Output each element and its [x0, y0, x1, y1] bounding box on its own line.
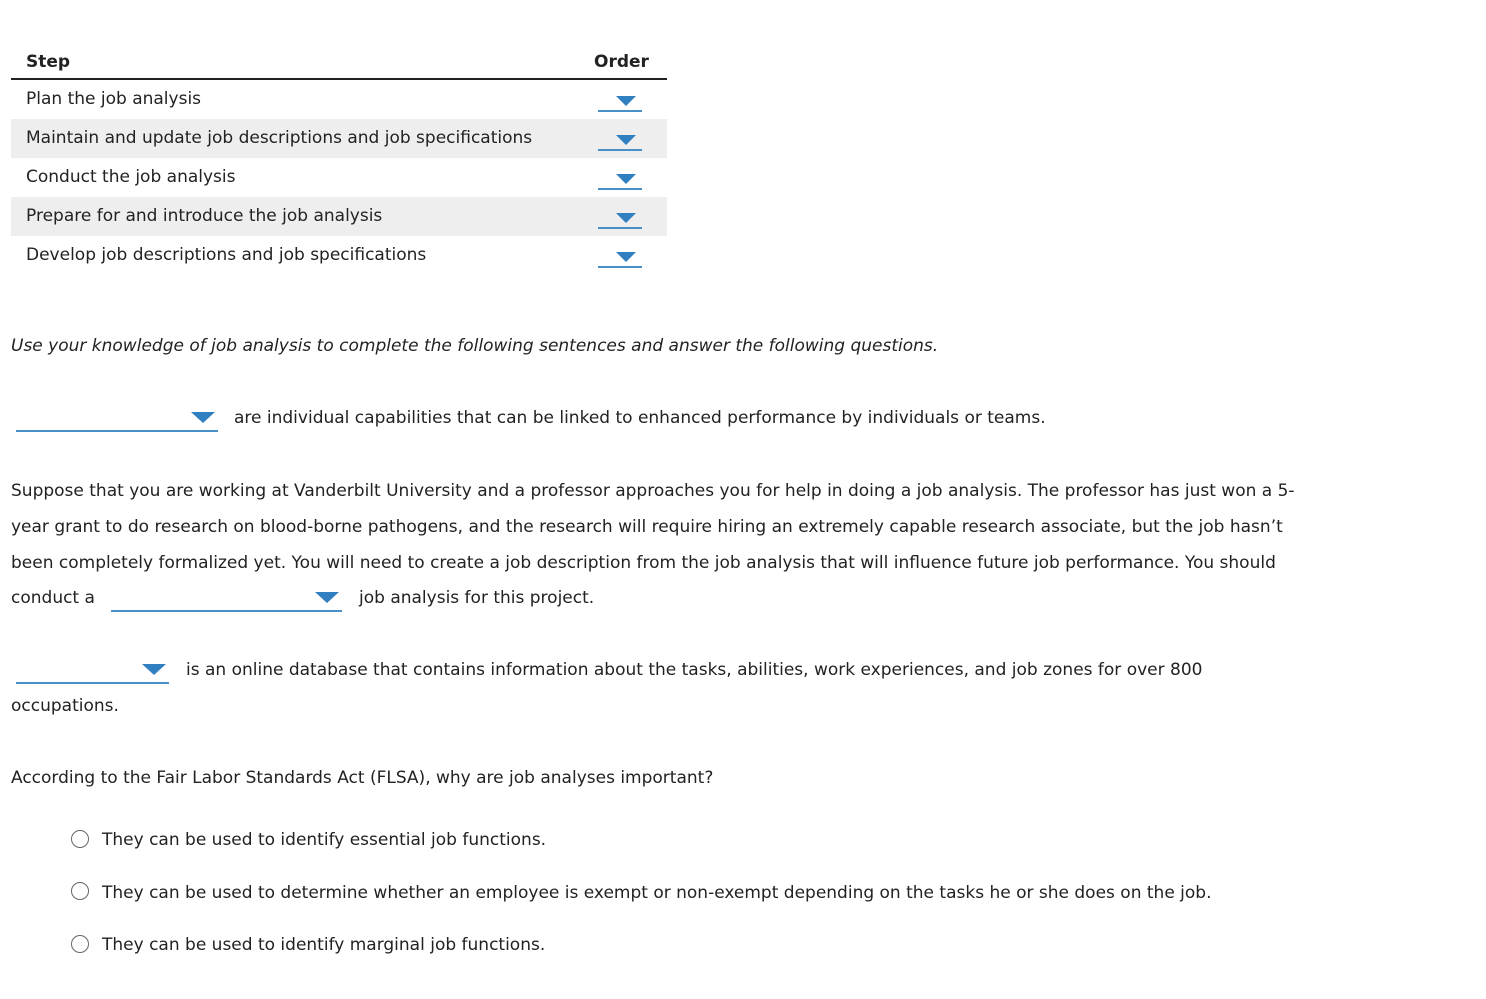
table-row — [11, 119, 667, 158]
instructions: Use your knowledge of job analysis to complete the following sentences and answer the following questions. — [11, 336, 939, 356]
order-table — [11, 46, 667, 275]
step-label: Conduct the job analysis — [26, 167, 236, 187]
order-dropdown[interactable] — [598, 172, 642, 190]
flsa-question: According to the Fair Labor Standards Act (FLSA), why are job analyses important? — [11, 768, 714, 788]
q3-text: is an online database that contains information about the tasks, abilities, work experiences, and job zones for over 800 — [186, 660, 1203, 680]
chevron-down-icon — [616, 174, 636, 184]
scenario-paragraph — [11, 473, 1411, 581]
table-row — [11, 197, 667, 236]
table-row — [11, 236, 667, 275]
chevron-down-icon — [616, 213, 636, 223]
q1-text: are individual capabilities that can be linked to enhanced performance by individuals or teams. — [234, 408, 1046, 428]
chevron-down-icon — [616, 252, 636, 262]
chevron-down-icon — [616, 135, 636, 145]
option-radio[interactable] — [71, 935, 89, 953]
q2-suffix: job analysis for this project. — [359, 588, 595, 608]
analysis-type-dropdown[interactable] — [111, 590, 342, 612]
database-dropdown[interactable] — [16, 662, 169, 684]
order-dropdown[interactable] — [598, 94, 642, 112]
order-dropdown[interactable] — [598, 133, 642, 151]
paragraph-line: been completely formalized yet. You will need to create a job description from the job analysis that will influence future job performance. You should — [11, 553, 1276, 573]
chevron-down-icon — [315, 592, 339, 603]
q3-text-continued: occupations. — [11, 696, 119, 716]
table-header — [11, 46, 667, 80]
q2-prefix: conduct a — [11, 588, 95, 608]
step-label: Develop job descriptions and job specifications — [26, 245, 427, 265]
option-radio[interactable] — [71, 882, 89, 900]
step-label: Maintain and update job descriptions and job specifications — [26, 128, 533, 148]
column-header-step: Step — [26, 52, 71, 72]
step-label: Plan the job analysis — [26, 89, 202, 109]
option-label[interactable]: They can be used to identify essential job functions. — [102, 830, 547, 850]
option-radio[interactable] — [71, 830, 89, 848]
chevron-down-icon — [142, 664, 166, 675]
paragraph-line: year grant to do research on blood-borne pathogens, and the research will require hiring an extremely capable research associate, but the job hasn’t — [11, 517, 1283, 537]
order-dropdown[interactable] — [598, 250, 642, 268]
table-row — [11, 80, 667, 119]
table-row — [11, 158, 667, 197]
competencies-dropdown[interactable] — [16, 410, 218, 432]
order-dropdown[interactable] — [598, 211, 642, 229]
chevron-down-icon — [191, 412, 215, 423]
option-label[interactable]: They can be used to identify marginal job functions. — [102, 935, 546, 955]
chevron-down-icon — [616, 96, 636, 106]
paragraph-line: Suppose that you are working at Vanderbilt University and a professor approaches you for help in doing a job analysis. The professor has just won a 5- — [11, 481, 1295, 501]
step-label: Prepare for and introduce the job analysis — [26, 206, 383, 226]
column-header-order: Order — [594, 52, 649, 72]
option-label[interactable]: They can be used to determine whether an employee is exempt or non-exempt depending on the tasks he or she does on the job. — [102, 883, 1212, 903]
